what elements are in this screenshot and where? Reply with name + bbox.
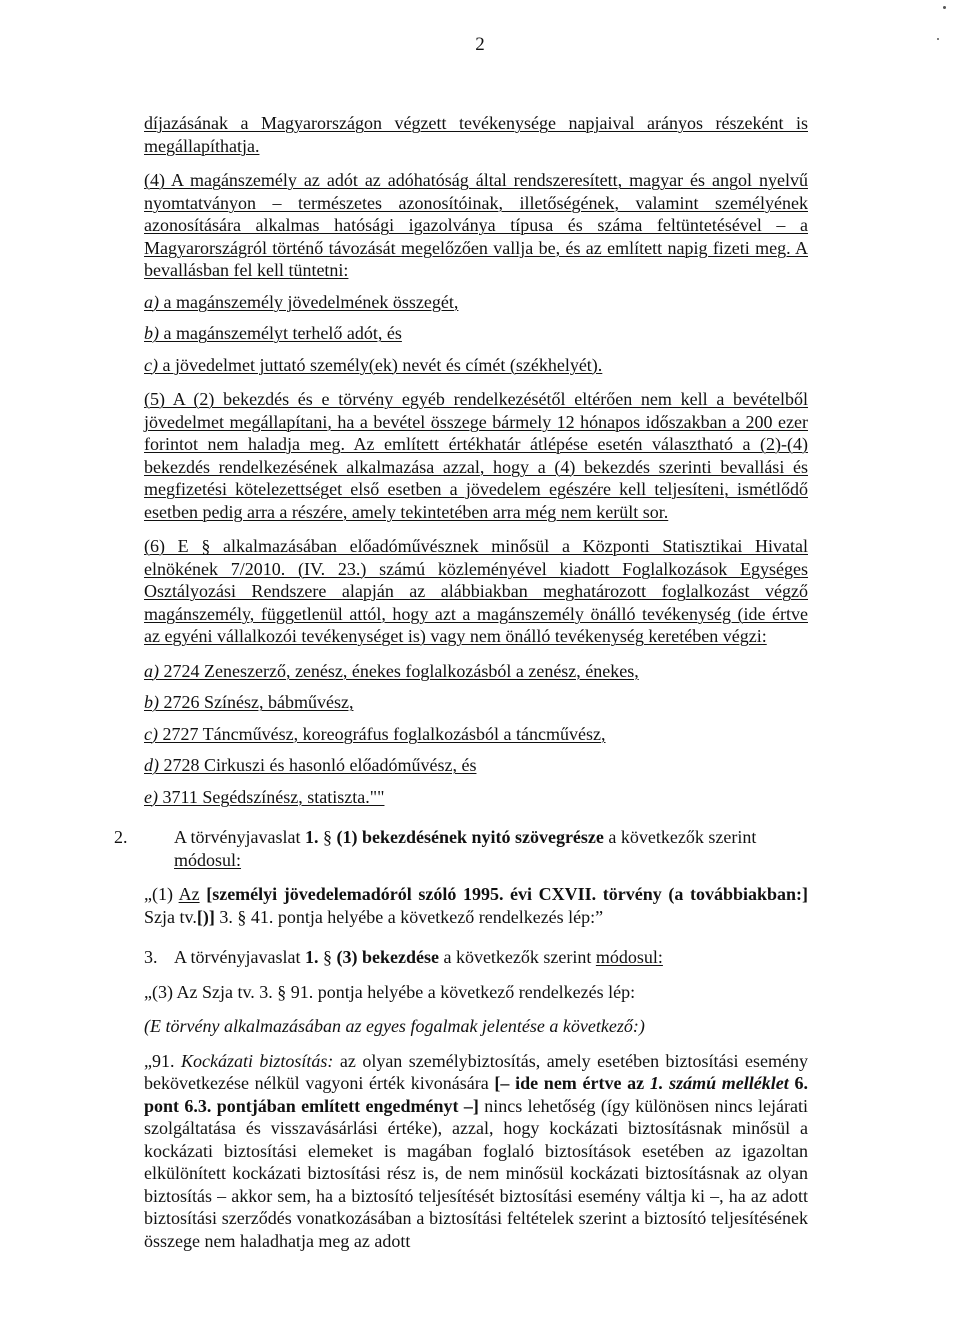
paragraph-6-item-c: c) 2727 Táncművész, koreográfus foglalkozásból a táncművész,: [144, 723, 606, 744]
intro-paragraph: díjazásának a Magyarországon végzett tevékenysége napjaival arányos részeként is megállapíthatja.: [144, 113, 808, 156]
amendment-2-quote: „(1) Az [személyi jövedelemadóról szóló 1995. évi CXVII. törvény (a továbbiakban:] Szja tv.[)] 3. § 41. pontja helyébe a következő rendelkezés lép:”: [144, 884, 808, 927]
paragraph-4-item-a: a) a magánszemély jövedelmének összegét,: [144, 291, 459, 312]
scan-speck: [943, 6, 946, 9]
paragraph-5: (5) A (2) bekezdés és e törvény egyéb rendelkezésétől eltérően nem kell a bevételből jövedelmet megállapítani, ha a bevétel összege bármely 12 hónapos időszakban a 200 ezer forintot nem haladja meg. Az említett értékhatár átlépése esetén választható a (2)-(4) bekezdés rendelkezésének alkalmazása azzal, hogy a (4) bekezdés szerinti bevallási és megfizetési kötelezettséget első esetben a jövedelem egészére kell teljesíteni, ismétlődő esetben pedig arra a részére, amely tekintetében arra még nem került sor.: [144, 389, 808, 522]
amendment-2: 2. A törvényjavaslat 1. § (1) bekezdésének nyitó szövegrésze a következők szerint módosul:: [114, 827, 757, 870]
amendment-3-line: „(3) Az Szja tv. 3. § 91. pontja helyébe a következő rendelkezés lép:: [144, 981, 636, 1002]
paragraph-6: (6) E § alkalmazásában előadóművésznek minősül a Központi Statisztikai Hivatal elnökének 7/2010. (IV. 23.) számú közleményével kiadott Foglalkozások Egységes Osztályozási Rendszere alapján az alábbiakban meghatározott foglalkozást végző magánszemély, függetlenül attól, hogy azt a magánszemély önálló tevékenység (ide értve az egyéni vállalkozói tevékenységet is) vagy nem önálló tevékenység keretében végzi:: [144, 536, 808, 646]
paragraph-4-item-b: b) a magánszemélyt terhelő adót, és: [144, 323, 402, 343]
paragraph-6-item-e: e) 3711 Segédszínész, statiszta."": [144, 786, 385, 807]
paragraph-6-item-d: d) 2728 Cirkuszi és hasonló előadóművész, és: [144, 755, 477, 775]
amendment-3-italic: (E törvény alkalmazásában az egyes fogalmak jelentése a következő:): [144, 1016, 645, 1036]
paragraph-6-item-b: b) 2726 Színész, bábművész,: [144, 692, 354, 712]
document-body: [114, 112, 808, 1252]
page-number: 2: [475, 34, 485, 55]
amendment-3: 3. A törvényjavaslat 1. § (3) bekezdése a következők szerint módosul:: [144, 947, 663, 967]
paragraph-6-item-a: a) 2724 Zeneszerző, zenész, énekes foglalkozásból a zenész, énekes,: [144, 660, 639, 681]
definition-91: „91. Kockázati biztosítás: az olyan személybiztosítás, amely esetében biztosítási esemény bekövetkezése nélkül vagyoni érték kivonására [– ide nem értve az 1. számú melléklet 6. pont 6.3. pontjában említett engedményt –] nincs lehetőség (így különösen nincs lejárati szolgáltatása és visszavásárlási értéke), azzal, hogy kockázati biztosításnak minősül a kockázati biztosítási elemeket is magában foglaló biztosítások esetében az igazoltan elkülönített kockázati biztosítási rész is, de nem minősül kockázati biztosításnak az olyan biztosítás – akkor sem, ha a biztosító teljesítését biztosítási esemény váltja ki –, ha az adott biztosítási szerződés vonatkozásában a biztosítási feltételek szerint a biztosító teljesítésének összege nem haladhatja meg az adott: [144, 1050, 808, 1251]
paragraph-4-item-c: c) a jövedelmet juttató személy(ek) nevét és címét (székhelyét).: [144, 354, 603, 375]
paragraph-4: (4) A magánszemély az adót az adóhatóság által rendszeresített, magyar és angol nyelvű nyomtatványon – természetes azonosítóinak, illetőségének, valamint személyének azonosítására alkalmas hatósági igazolványa típusa és száma feltüntetésével – a Magyarországról történő távozását megelőzően vallja be, és az említett napig fizeti meg. A bevallásban fel kell tüntetni:: [144, 170, 808, 280]
